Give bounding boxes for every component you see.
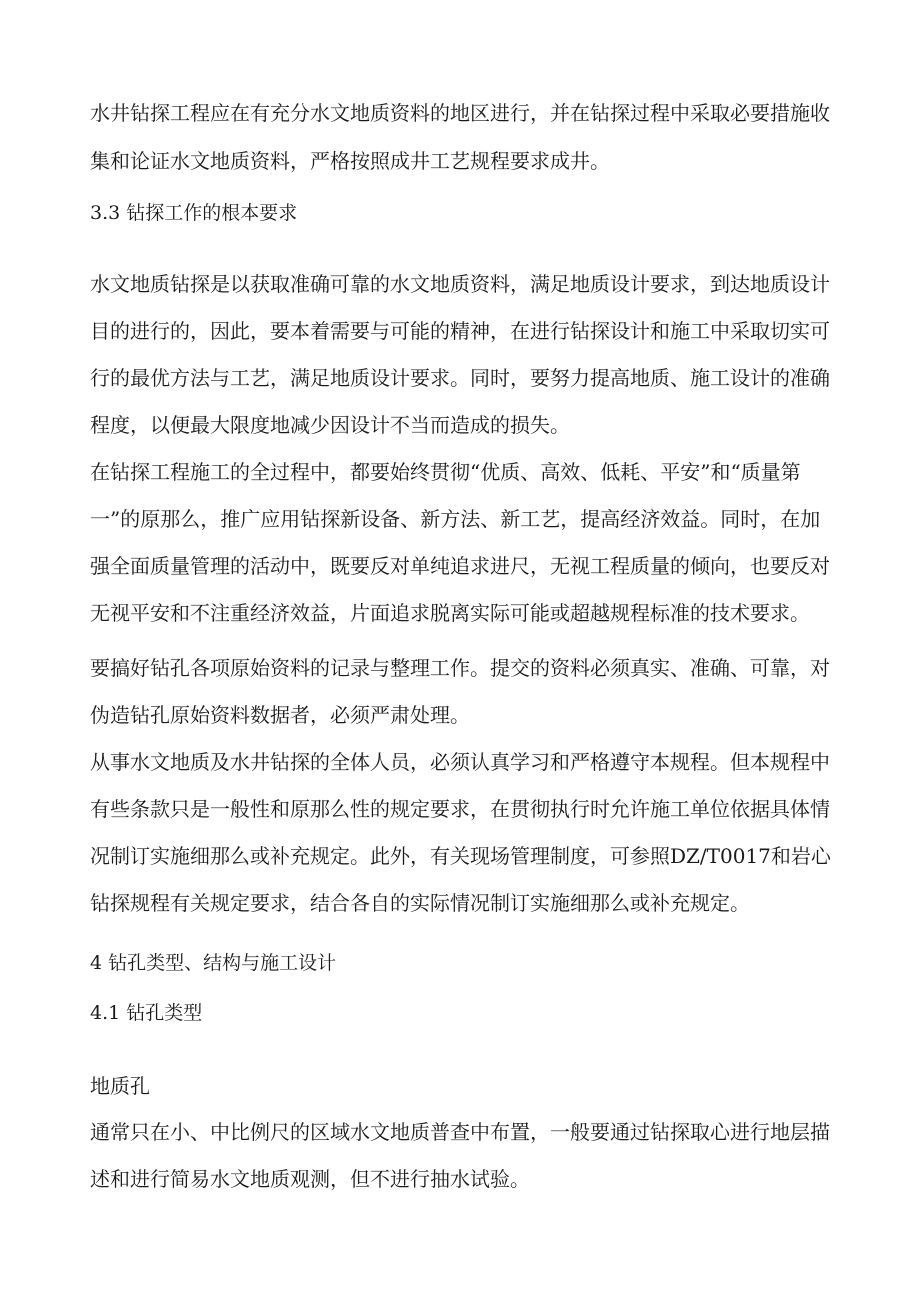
section-heading-4: 4 钻孔类型、结构与施工设计 — [90, 952, 337, 974]
paragraph-line: 通常只在小、中比例尺的区域水文地质普查中布置，一般要通过钻探取心进行地层描 — [90, 1120, 830, 1144]
paragraph-line: 程度，以便最大限度地减少因设计不当而造成的损失。 — [90, 413, 570, 437]
paragraph-line: 一”的原那么，推广应用钻探新设备、新方法、新工艺，提高经济效益。同时，在加 — [90, 507, 821, 531]
paragraph-line: 无视平安和不注重经济效益，片面追求脱离实际可能或超越规程标准的技术要求。 — [90, 601, 810, 625]
paragraph-line: 水井钻探工程应在有充分水文地质资料的地区进行，并在钻探过程中采取必要措施收 — [90, 101, 830, 125]
paragraph-line: 述和进行简易水文地质观测，但不进行抽水试验。 — [90, 1167, 530, 1191]
paragraph-line: 行的最优方法与工艺，满足地质设计要求。同时，要努力提高地质、施工设计的准确 — [90, 366, 830, 390]
paragraph-line: 从事水文地质及水井钻探的全体人员，必须认真学习和严格遵守本规程。但本规程中 — [90, 750, 830, 774]
paragraph-line: 要搞好钻孔各项原始资料的记录与整理工作。提交的资料必须真实、准确、可靠，对 — [90, 656, 830, 680]
paragraph-line: 在钻探工程施工的全过程中，都要始终贯彻“优质、高效、低耗、平安”和“质量第 — [90, 460, 801, 484]
paragraph-line: 况制订实施细那么或补充规定。此外，有关现场管理制度，可参照DZ/T0017和岩心 — [90, 844, 831, 868]
section-heading-3-3: 3.3 钻探工作的根本要求 — [90, 202, 298, 224]
paragraph-line: 钻探规程有关规定要求，结合各自的实际情况制订实施细那么或补充规定。 — [90, 891, 750, 915]
paragraph-line: 伪造钻孔原始资料数据者，必须严肃处理。 — [90, 703, 470, 727]
paragraph-line: 强全面质量管理的活动中，既要反对单纯追求进尺，无视工程质量的倾向，也要反对 — [90, 554, 830, 578]
paragraph-line: 有些条款只是一般性和原那么性的规定要求，在贯彻执行时允许施工单位依据具体情 — [90, 797, 830, 821]
paragraph-line: 水文地质钻探是以获取准确可靠的水文地质资料，满足地质设计要求，到达地质设计 — [90, 272, 830, 296]
paragraph-line: 集和论证水文地质资料，严格按照成井工艺规程要求成井。 — [90, 149, 610, 173]
section-heading-4-1: 4.1 钻孔类型 — [90, 1002, 203, 1024]
subheading-geological-hole: 地质孔 — [90, 1074, 150, 1098]
paragraph-line: 目的进行的，因此，要本着需要与可能的精神，在进行钻探设计和施工中采取切实可 — [90, 319, 830, 343]
